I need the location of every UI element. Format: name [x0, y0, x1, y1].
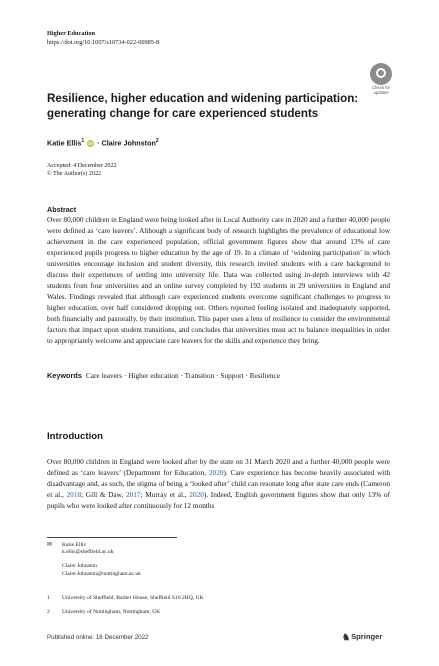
affiliation	[47, 609, 160, 616]
keywords-list: Care leavers · Higher education · Transition · Support · Resilience	[85, 371, 281, 380]
crossmark-badge[interactable]	[368, 63, 394, 95]
author-affiliation-sup: 2	[155, 138, 159, 144]
contact-email[interactable]: k.ellis@sheffield.ac.uk	[62, 549, 114, 556]
article-dates	[47, 163, 117, 178]
published-date: Published online: 16 December 2022	[47, 634, 149, 641]
footnote-divider	[47, 537, 177, 538]
author-separator: ·	[97, 138, 102, 148]
affiliation-number: 1	[47, 595, 50, 601]
crossmark-label: Check for updates	[372, 85, 390, 95]
affiliation-number: 2	[47, 609, 50, 615]
affiliation	[47, 595, 204, 602]
keywords-label: Keywords	[47, 371, 82, 380]
contact-name: Katie Ellis	[62, 542, 86, 548]
corresponding-authors	[47, 542, 141, 578]
accepted-date: Accepted: 4 December 2022	[47, 163, 117, 169]
affiliation-text: University of Sheffield, Barber House, Sheffield S10 2HQ, UK	[62, 595, 204, 601]
publisher-logo	[342, 632, 382, 643]
abstract-heading: Abstract	[47, 205, 77, 214]
contact-name: Claire Johnston	[62, 563, 97, 570]
author-affiliation-sup: 1	[81, 138, 85, 144]
orcid-icon[interactable]: iD	[88, 141, 93, 147]
crossmark-icon	[370, 63, 392, 85]
envelope-icon: ✉	[47, 542, 53, 548]
publisher-name: Springer	[351, 632, 383, 641]
citation-link[interactable]: 2020	[208, 468, 224, 477]
doi-link[interactable]: https://doi.org/10.1007/s10734-022-00985-8	[47, 39, 160, 46]
citation-link[interactable]: 2020	[189, 490, 204, 499]
journal-name: Higher Education	[47, 30, 95, 37]
article-title: Resilience, higher education and widening participation: generating change for care experienced students	[47, 92, 359, 120]
introduction-paragraph: Over 80,000 children in England were looked after by the state on 31 March 2020 and a further 40,000 people were defined as ‘care leavers’ (Department for Education, 2020). Care experience has become heavily associated with disadvantage and, as such, the stigma of being a ‘looked after’ child can resonate long after state care ends (Cameron et al., 2018; Gill & Daw, 2017; Murray et al., 2020). Indeed, English government figures show that only 13% of pupils who were looked after continuously for 12 months	[47, 457, 390, 510]
introduction-heading: Introduction	[47, 431, 103, 442]
author-list	[47, 136, 159, 148]
citation-link[interactable]: 2017	[125, 490, 141, 499]
affiliation-text: University of Nottingham, Nottingham, UK	[62, 609, 161, 615]
citation-link[interactable]: 2018	[66, 490, 82, 499]
author-name[interactable]: Claire Johnston	[101, 138, 156, 148]
author-name[interactable]: Katie Ellis	[47, 138, 82, 148]
copyright-notice: © The Author(s) 2022	[47, 170, 102, 177]
contact-email[interactable]: Claire.Johnston@nottingham.ac.uk	[62, 570, 141, 577]
keywords	[47, 371, 390, 381]
springer-horse-icon: ♞	[342, 632, 351, 642]
abstract-text: Over 80,000 children in England were being looked after in Local Authority care in 2020 and a further 40,000 people were defined as ‘care leavers’. Although a significant body of research highlights the prevalence of educational low achievement in the care experienced population, official government figures show that around 13% of care experienced pupils progress to higher education by the age of 19. In a climate of ‘widening participation’ in which universities encourage inclusion and student diversity, this research invited students with a care background to discuss their experiences of settling into university life. Data was collected using in-depth interviews with 42 students from four universities and an online survey completed by 192 students in 29 universities in England and Wales. Findings revealed that although care experienced students overcome significant challenges to progress to higher education, over half considered dropping out. Others reported feeling isolated and inadequately supported, both financially and pastorally, by their institution. This paper uses a lens of resilience to consider the environmental factors that impact upon student transitions, and concludes that universities must act to balance inequalities in order to appropriately welcome and appreciate care leavers for the skills and experience they bring.	[47, 215, 390, 345]
